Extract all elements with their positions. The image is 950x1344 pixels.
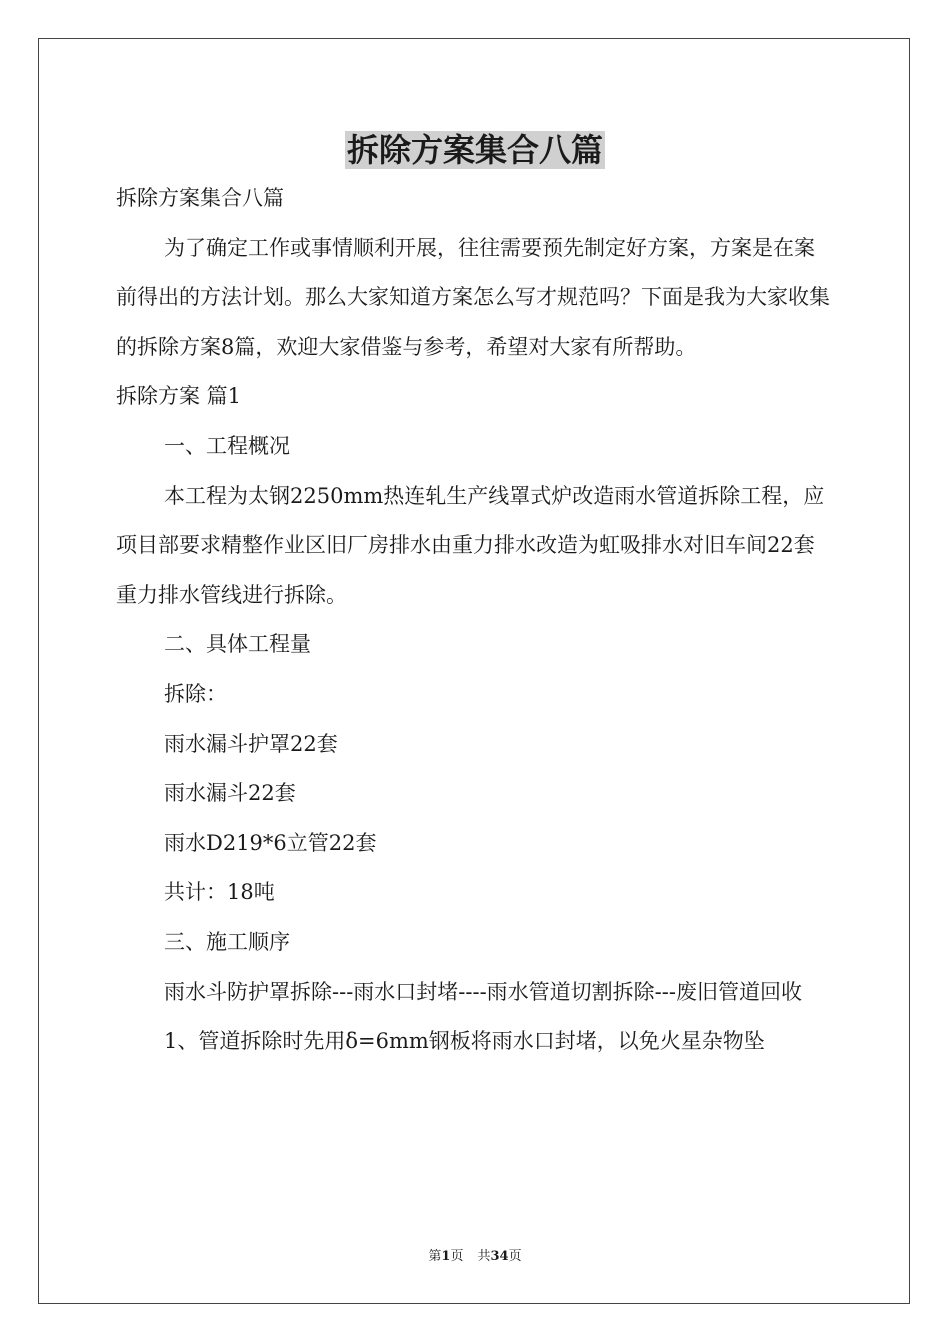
footer-page-suffix: 页: [450, 1249, 464, 1264]
subheading-overview: 一、工程概况: [164, 433, 290, 458]
list-item: 雨水D219*6立管22套: [164, 830, 377, 855]
sequence-paragraph: 雨水斗防护罩拆除---雨水口封堵----雨水管道切割拆除---废旧管道回收: [164, 979, 802, 1004]
intro-heading: 拆除方案集合八篇: [116, 186, 284, 210]
footer-page-prefix: 第: [428, 1249, 442, 1264]
intro-paragraph: 为了确定工作或事情顺利开展，往往需要预先制定好方案，方案是在案前得出的方法计划。那么大家知道方案怎么写才规范吗？下面是我为大家收集的拆除方案8篇，欢迎大家借鉴与参考，希望对大家有所帮助。: [116, 235, 830, 359]
document-title: [0, 128, 950, 172]
page-footer: [0, 1248, 950, 1266]
subheading-quantities: 二、具体工程量: [164, 632, 311, 657]
document-body: [116, 174, 834, 1067]
document-title-text: 拆除方案集合八篇: [346, 131, 603, 169]
list-item: 雨水漏斗22套: [164, 781, 296, 806]
overview-paragraph: 本工程为太钢2250mm热连轧生产线罩式炉改造雨水管道拆除工程，应项目部要求精整作业区旧厂房排水由重力排水改造为虹吸排水对旧车间22套重力排水管线进行拆除。: [116, 483, 825, 607]
list-total: 共计：18吨: [164, 880, 275, 905]
section-heading-part-1: 拆除方案 篇1: [116, 384, 242, 409]
footer-total-prefix: 共: [477, 1249, 491, 1264]
footer-page-number: 1: [441, 1249, 451, 1264]
step-paragraph: 1、管道拆除时先用δ=6mm钢板将雨水口封堵，以免火星杂物坠: [164, 1029, 765, 1054]
subheading-sequence: 三、施工顺序: [164, 929, 290, 954]
list-label-removal: 拆除：: [164, 681, 227, 706]
footer-total-suffix: 页: [508, 1249, 522, 1264]
footer-total-pages: 34: [490, 1249, 509, 1264]
list-item: 雨水漏斗护罩22套: [164, 731, 338, 756]
